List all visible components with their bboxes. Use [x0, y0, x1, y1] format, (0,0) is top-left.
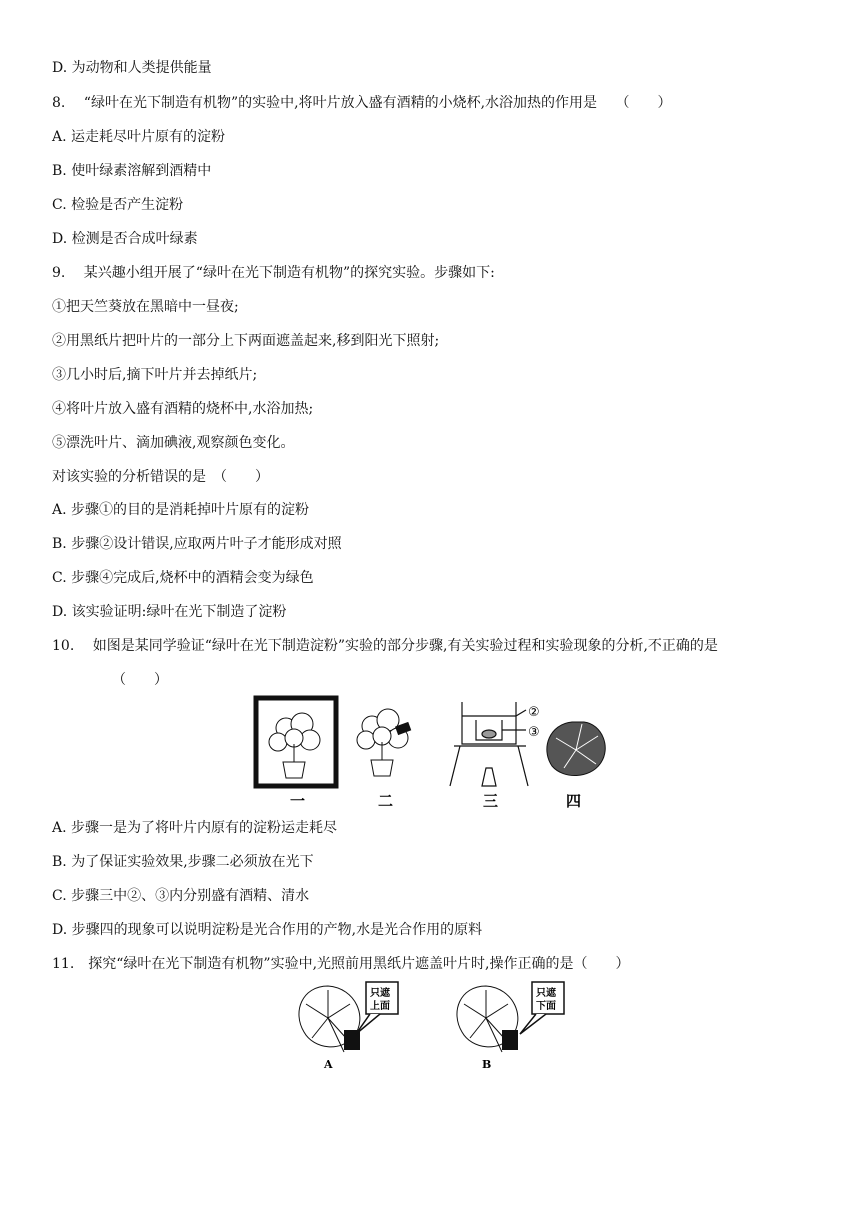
- q9-option-a: A. 步骤①的目的是消耗掉叶片原有的淀粉: [52, 502, 310, 518]
- marker-3: ③: [528, 725, 540, 740]
- figure-b-label: B: [482, 1058, 492, 1071]
- stained-leaf-illustration: [547, 722, 605, 776]
- q10-option-a: A. 步骤一是为了将叶片内原有的淀粉运走耗尽: [52, 820, 338, 836]
- figure-a-label: A: [324, 1058, 333, 1071]
- q10-experiment-figure: [250, 694, 620, 816]
- q8-option-d: D. 检测是否合成叶绿素: [52, 231, 198, 247]
- q9-step-2: ②用黑纸片把叶片的一部分上下两面遮盖起来,移到阳光下照射;: [52, 333, 440, 349]
- q10-option-d: D. 步骤四的现象可以说明淀粉是光合作用的产物,水是光合作用的原料: [52, 922, 483, 938]
- q9-option-d: D. 该实验证明:绿叶在光下制造了淀粉: [52, 604, 287, 620]
- figure-label-1: 一: [290, 792, 306, 810]
- callout-b-line2: 下面: [536, 1001, 556, 1012]
- marker-2: ②: [528, 705, 540, 720]
- figure-label-2: 二: [378, 792, 394, 810]
- callout-a-line2: 上面: [370, 1001, 390, 1012]
- dark-box-plant-illustration: [256, 698, 336, 786]
- figure-label-3: 三: [483, 792, 499, 810]
- figure-label-4: 四: [566, 792, 582, 810]
- covered-leaf-plant-illustration: [357, 709, 411, 776]
- q9-option-b: B. 步骤②设计错误,应取两片叶子才能形成对照: [52, 536, 342, 552]
- q9-step-3: ③几小时后,摘下叶片并去掉纸片;: [52, 367, 258, 383]
- q9-option-c: C. 步骤④完成后,烧杯中的酒精会变为绿色: [52, 570, 314, 586]
- q10-option-c: C. 步骤三中②、③内分别盛有酒精、清水: [52, 888, 310, 904]
- black-paper-b: [502, 1030, 518, 1050]
- q7-option-d: D. 为动物和人类提供能量: [52, 60, 212, 76]
- callout-b-line1: 只遮: [536, 988, 556, 999]
- q8-option-a: A. 运走耗尽叶片原有的淀粉: [52, 129, 226, 145]
- q9-step-4: ④将叶片放入盛有酒精的烧杯中,水浴加热;: [52, 401, 314, 417]
- q9-step-1: ①把天竺葵放在黑暗中一昼夜;: [52, 299, 239, 315]
- q10-stem: 10. 如图是某同学验证“绿叶在光下制造淀粉”实验的部分步骤,有关实验过程和实验现象的分析,不正确的是: [52, 638, 718, 654]
- q9-question: 对该实验的分析错误的是 （ ）: [52, 469, 269, 485]
- callout-a-line1: 只遮: [370, 988, 390, 999]
- q9-stem: 9. 某兴趣小组开展了“绿叶在光下制造有机物”的探究实验。步骤如下:: [52, 265, 495, 281]
- q9-step-5: ⑤漂洗叶片、滴加碘液,观察颜色变化。: [52, 435, 295, 451]
- water-bath-apparatus-illustration: [450, 702, 528, 786]
- q11-figure: [284, 978, 574, 1072]
- q8-option-c: C. 检验是否产生淀粉: [52, 197, 184, 213]
- q10-paren: （ ）: [112, 672, 168, 688]
- q10-option-b: B. 为了保证实验效果,步骤二必须放在光下: [52, 854, 314, 870]
- q11-stem: 11. 探究“绿叶在光下制造有机物”实验中,光照前用黑纸片遮盖叶片时,操作正确的是（ ）: [52, 956, 630, 972]
- q8-stem: 8. “绿叶在光下制造有机物”的实验中,将叶片放入盛有酒精的小烧杯,水浴加热的作用是 （ ）: [52, 95, 672, 111]
- q8-option-b: B. 使叶绿素溶解到酒精中: [52, 163, 212, 179]
